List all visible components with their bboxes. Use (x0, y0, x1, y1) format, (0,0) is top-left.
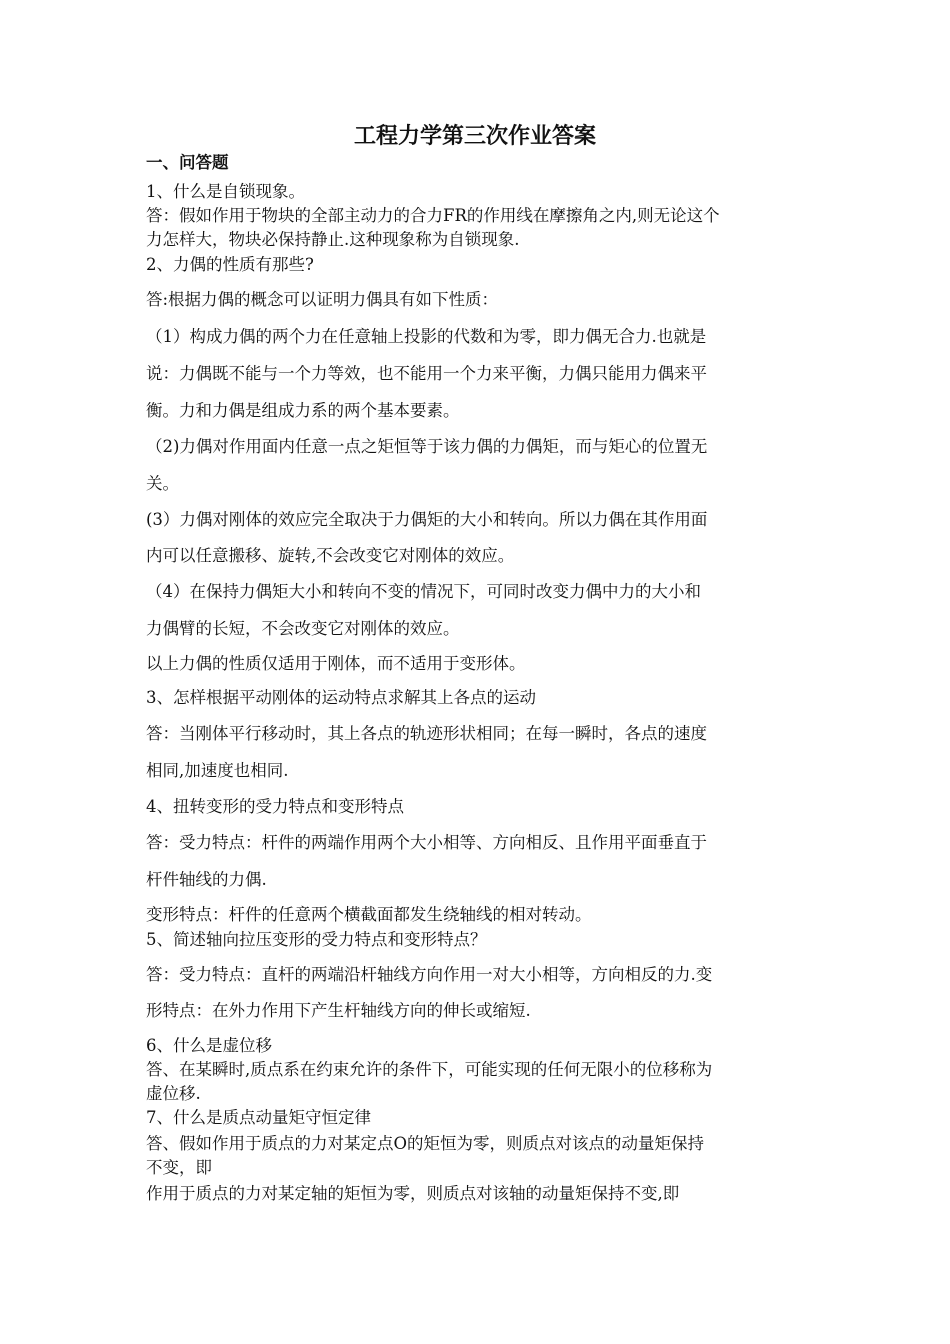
question-4: 4、扭转变形的受力特点和变形特点 (146, 797, 404, 816)
answer-2-line: 以上力偶的性质仅适用于刚体，而不适用于变形体。 (146, 654, 526, 673)
answer-4-line: 变形特点：杆件的任意两个横截面都发生绕轴线的相对转动。 (146, 905, 592, 924)
answer-2-line: 衡。力和力偶是组成力系的两个基本要素。 (146, 401, 460, 420)
answer-2-line: 答:根据力偶的概念可以证明力偶具有如下性质： (146, 290, 499, 309)
answer-2-line: 关。 (146, 474, 179, 493)
answer-3-line: 答：当刚体平行移动时，其上各点的轨迹形状相同；在每一瞬时，各点的速度 (146, 724, 707, 743)
answer-2-line: (3）力偶对刚体的效应完全取决于力偶矩的大小和转向。所以力偶在其作用面 (146, 510, 708, 529)
document-title: 工程力学第三次作业答案 (353, 124, 596, 149)
answer-6-line: 虚位移. (146, 1084, 201, 1103)
answer-2-line: 力偶臂的长短，不会改变它对刚体的效应。 (146, 619, 460, 638)
answer-7-line: 答、假如作用于质点的力对某定点O的矩恒为零，则质点对该点的动量矩保持 (146, 1134, 705, 1153)
answer-4-line: 杆件轴线的力偶. (146, 870, 267, 889)
question-1: 1、什么是自锁现象。 (146, 182, 305, 201)
answer-2-line: （4）在保持力偶矩大小和转向不变的情况下，可同时改变力偶中力的大小和 (146, 582, 701, 601)
question-2: 2、力偶的性质有那些? (146, 255, 314, 274)
answer-5-line: 答：受力特点：直杆的两端沿杆轴线方向作用一对大小相等，方向相反的力.变 (146, 965, 713, 984)
answer-1-line: 答：假如作用于物块的全部主动力的合力FR的作用线在摩擦角之内,则无论这个 (146, 206, 720, 225)
answer-4-line: 答：受力特点：杆件的两端作用两个大小相等、方向相反、且作用平面垂直于 (146, 833, 707, 852)
question-5: 5、简述轴向拉压变形的受力特点和变形特点？ (146, 930, 487, 949)
answer-6-line: 答、在某瞬时,质点系在约束允许的条件下，可能实现的任何无限小的位移称为 (146, 1060, 713, 1079)
question-3: 3、怎样根据平动刚体的运动特点求解其上各点的运动 (146, 688, 536, 707)
answer-3-line: 相同,加速度也相同. (146, 761, 289, 780)
answer-2-line: （1）构成力偶的两个力在任意轴上投影的代数和为零，即力偶无合力.也就是 (146, 327, 707, 346)
answer-2-line: （2)力偶对作用面内任意一点之矩恒等于该力偶的力偶矩，而与矩心的位置无 (146, 437, 708, 456)
answer-2-line: 内可以任意搬移、旋转,不会改变它对刚体的效应。 (146, 546, 515, 565)
answer-1-line: 力怎样大，物块必保持静止.这种现象称为自锁现象. (146, 230, 520, 249)
question-7: 7、什么是质点动量矩守恒定律 (146, 1108, 371, 1127)
answer-2-line: 说：力偶既不能与一个力等效，也不能用一个力来平衡，力偶只能用力偶来平 (146, 364, 707, 383)
section-heading: 一、问答题 (146, 153, 229, 172)
answer-5-line: 形特点：在外力作用下产生杆轴线方向的伸长或缩短. (146, 1001, 531, 1020)
answer-7-line: 作用于质点的力对某定轴的矩恒为零，则质点对该轴的动量矩保持不变,即 (146, 1184, 680, 1203)
question-6: 6、什么是虚位移 (146, 1036, 272, 1055)
answer-7-line: 不变，即 (146, 1158, 212, 1177)
